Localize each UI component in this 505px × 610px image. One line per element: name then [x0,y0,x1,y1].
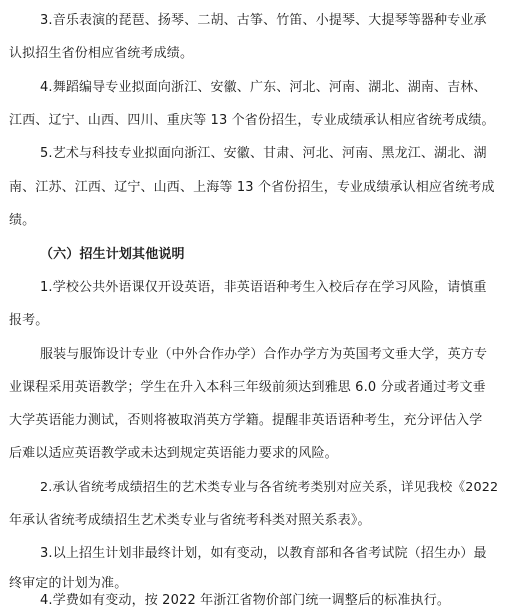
note-1-line-2: 报考。 [9,313,49,328]
item-3-line-2: 认拟招生省份相应省统考成绩。 [9,46,194,61]
item-5-line-2: 南、江苏、江西、辽宁、山西、上海等 13 个省份招生，专业成绩承认相应省统考成 [9,180,495,195]
fashion-para-line-4: 后难以适应英语教学或未达到规定英语能力要求的风险。 [9,446,338,461]
note-2-line-2: 年承认省统考成绩招生艺术类专业与省统考科类对照关系表》。 [9,513,371,528]
fashion-para-line-3: 大学英语能力测试，否则将被取消英方学籍。提醒非英语语种考生，充分评估入学 [9,413,483,428]
item-4-line-2: 江西、辽宁、山西、四川、重庆等 13 个省份招生，专业成绩承认相应省统考成绩。 [9,113,495,128]
note-1-line-1: 1.学校公共外语课仅开设英语，非英语语种考生入校后存在学习风险，请慎重 [40,280,487,295]
note-4-line-1: 4.学费如有变动，按 2022 年浙江省物价部门统一调整后的标准执行。 [40,593,451,608]
item-5-line-1: 5.艺术与科技专业拟面向浙江、安徽、甘肃、河北、河南、黑龙江、湖北、湖 [40,146,487,161]
fashion-para-line-2: 业课程采用英语教学；学生在升入本科三年级前须达到雅思 6.0 分或者通过考文垂 [9,380,486,395]
section-heading: （六）招生计划其他说明 [40,247,185,262]
fashion-para-line-1: 服装与服饰设计专业（中外合作办学）合作办学方为英国考文垂大学，英方专 [40,347,488,362]
note-3-line-1: 3.以上招生计划非最终计划，如有变动，以教育部和各省考试院（招生办）最 [40,546,487,561]
item-4-line-1: 4.舞蹈编导专业拟面向浙江、安徽、广东、河北、河南、湖北、湖南、吉林、 [40,80,487,95]
note-2-line-1: 2.承认省统考成绩招生的艺术类专业与各省统考类别对应关系，详见我校《2022 [40,480,499,495]
note-3-line-2: 终审定的计划为准。 [9,576,128,591]
item-5-line-3: 绩。 [9,213,36,228]
item-3-line-1: 3.音乐表演的琵琶、扬琴、二胡、古筝、竹笛、小提琴、大提琴等器种专业承 [40,13,487,28]
